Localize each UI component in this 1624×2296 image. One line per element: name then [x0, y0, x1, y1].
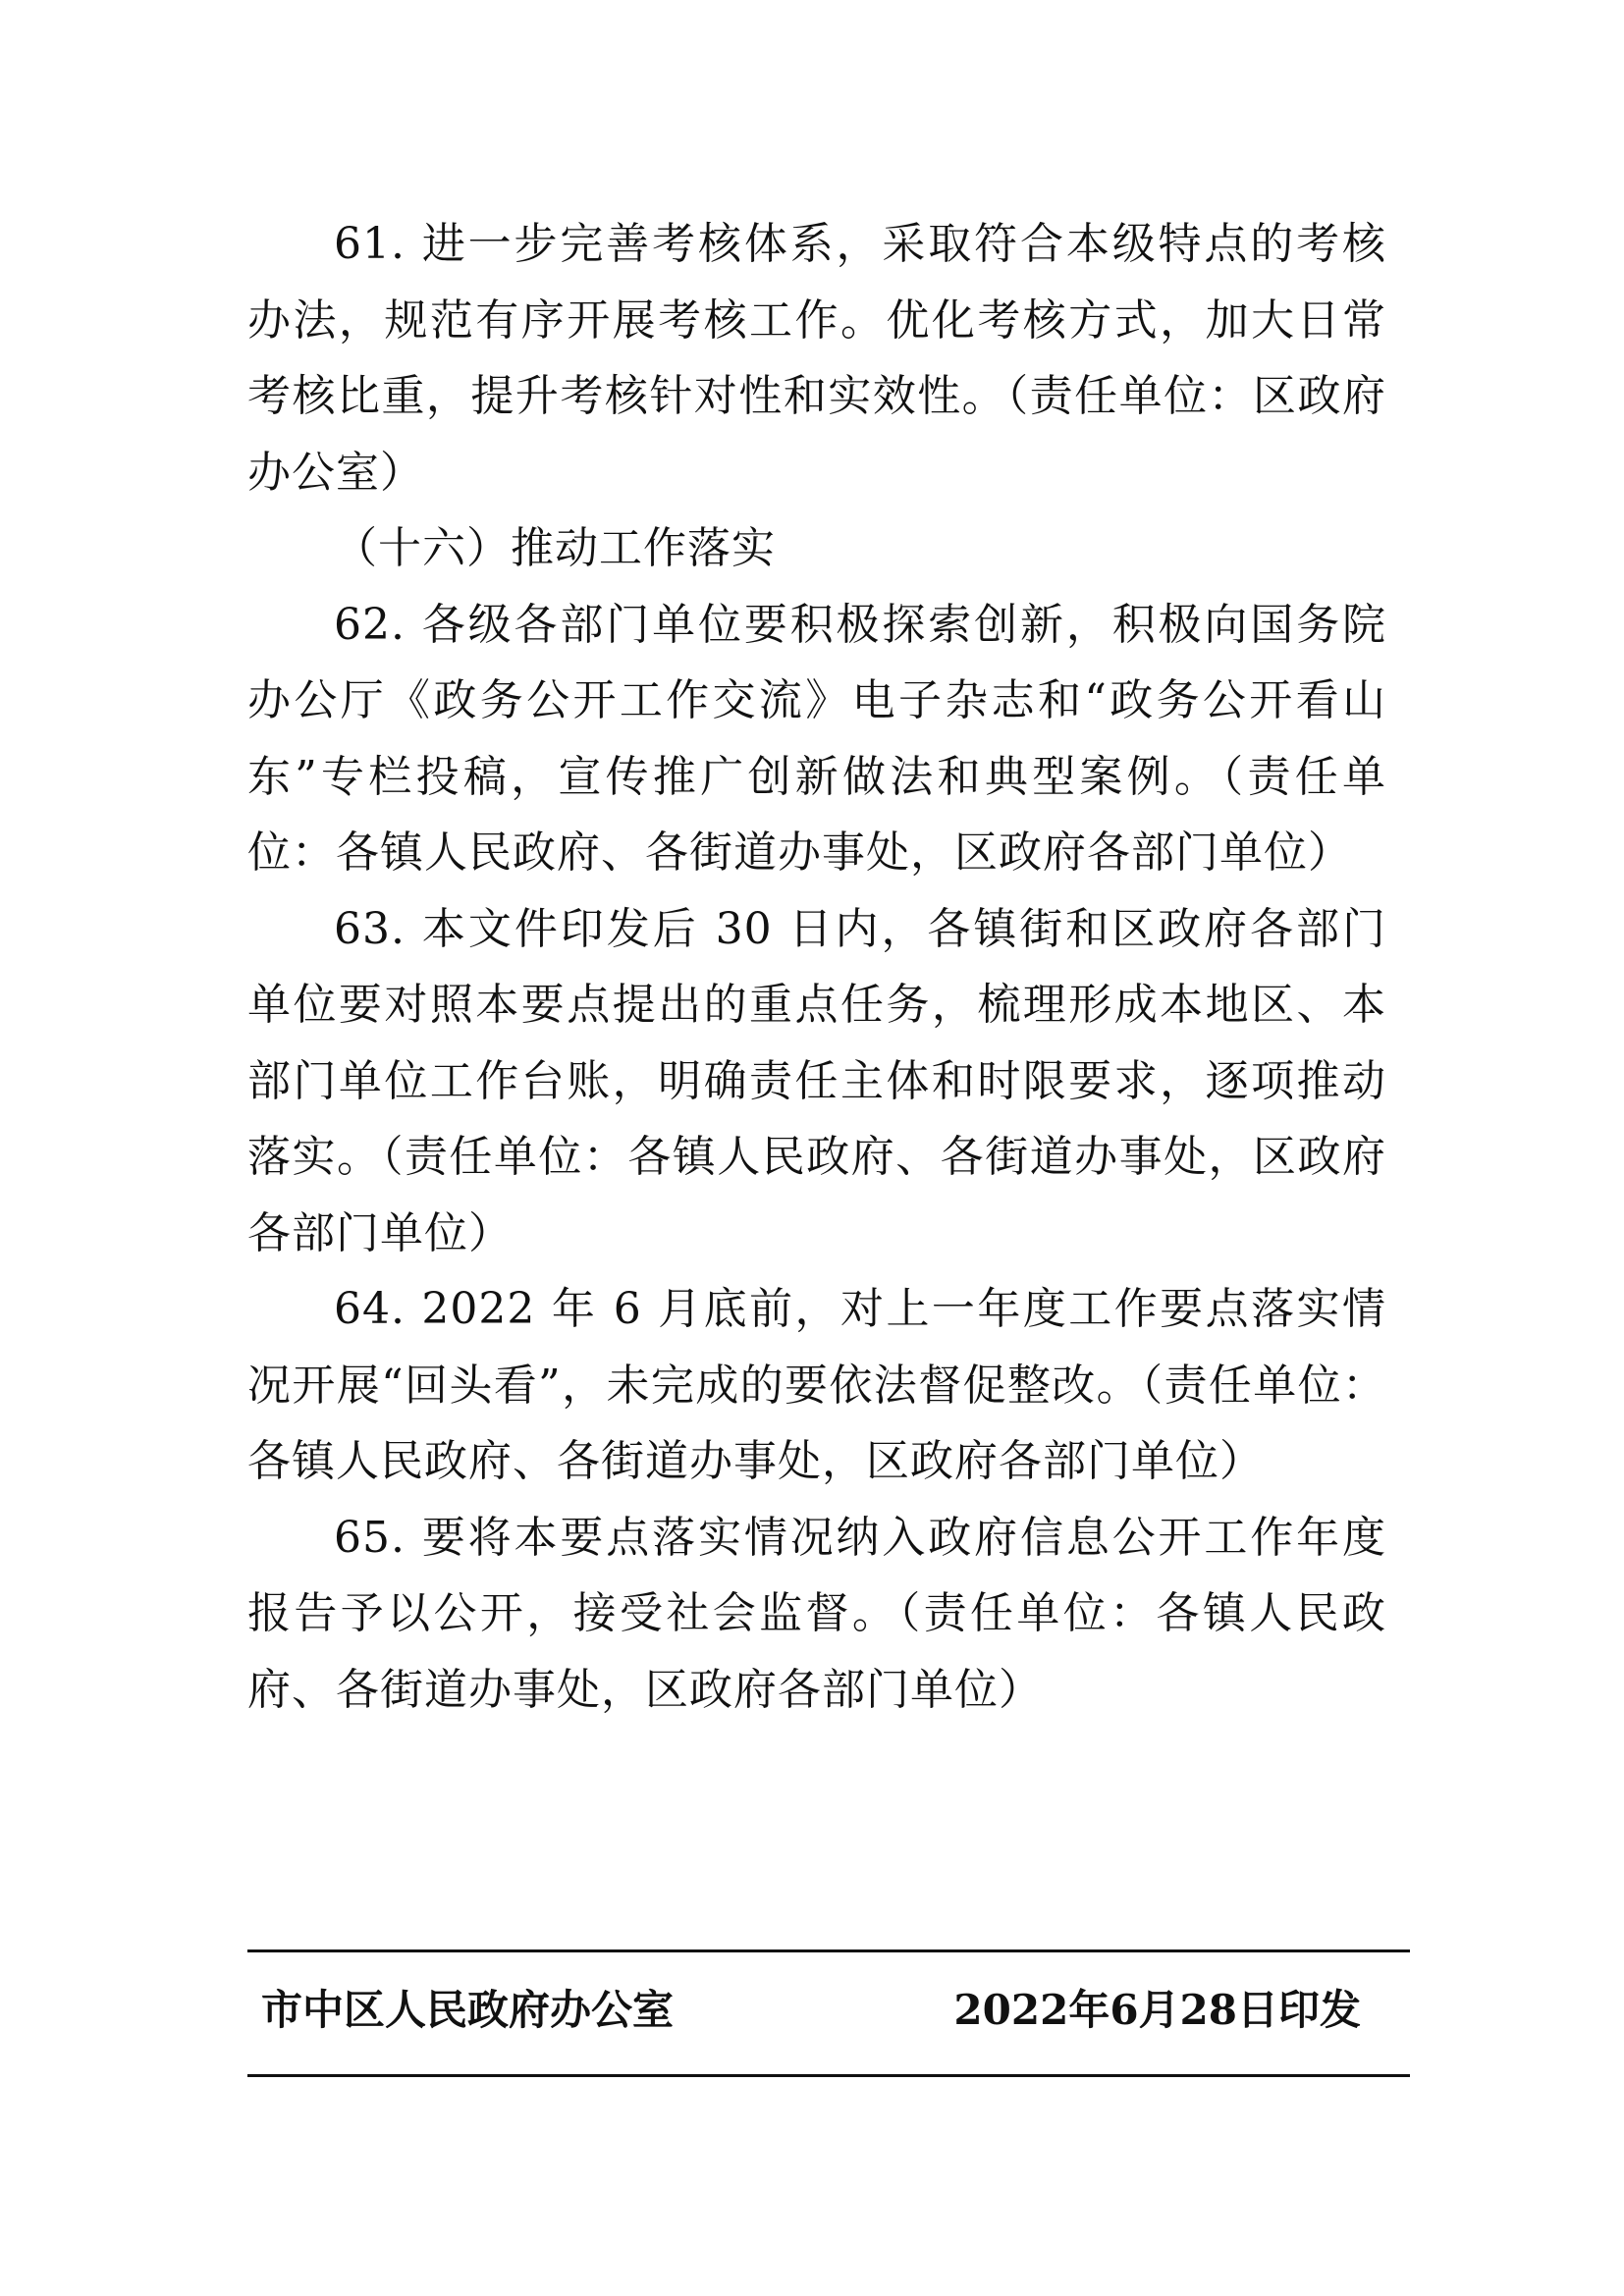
footer-issue-date: 2022年6月28日印发 [953, 1986, 1361, 2034]
item-62: 62. 各级各部门单位要积极探索创新，积极向国务院办公厅《政务公开工作交流》电子杂志和“政务公开看山东”专栏投稿，宣传推广创新做法和典型案例。（责任单位：各镇人民政府、各街道办事处，区政府各部门单位） [247, 599, 1386, 878]
item-65: 65. 要将本要点落实情况纳入政府信息公开工作年度报告予以公开，接受社会监督。（责任单位：各镇人民政府、各街道办事处，区政府各部门单位） [247, 1512, 1386, 1715]
section-heading-16: （十六）推动工作落实 [334, 523, 776, 573]
footer-issuer: 市中区人民政府办公室 [261, 1986, 675, 2034]
item-61: 61. 进一步完善考核体系，采取符合本级特点的考核办法，规范有序开展考核工作。优化考核方式，加大日常考核比重，提升考核针对性和实效性。（责任单位：区政府办公室） [247, 219, 1386, 498]
document-body [247, 206, 1386, 1728]
item-63: 63. 本文件印发后 30 日内，各镇街和区政府各部门单位要对照本要点提出的重点任务，梳理形成本地区、本部门单位工作台账，明确责任主体和时限要求，逐项推动落实。（责任单位：各镇人民政府、各街道办事处，区政府各部门单位） [247, 903, 1386, 1258]
footer-top-rule [247, 1949, 1410, 1952]
item-64: 64. 2022 年 6 月底前，对上一年度工作要点落实情况开展“回头看”，未完成的要依法督促整改。（责任单位：各镇人民政府、各街道办事处，区政府各部门单位） [247, 1284, 1386, 1486]
footer-bottom-rule [247, 2074, 1410, 2077]
